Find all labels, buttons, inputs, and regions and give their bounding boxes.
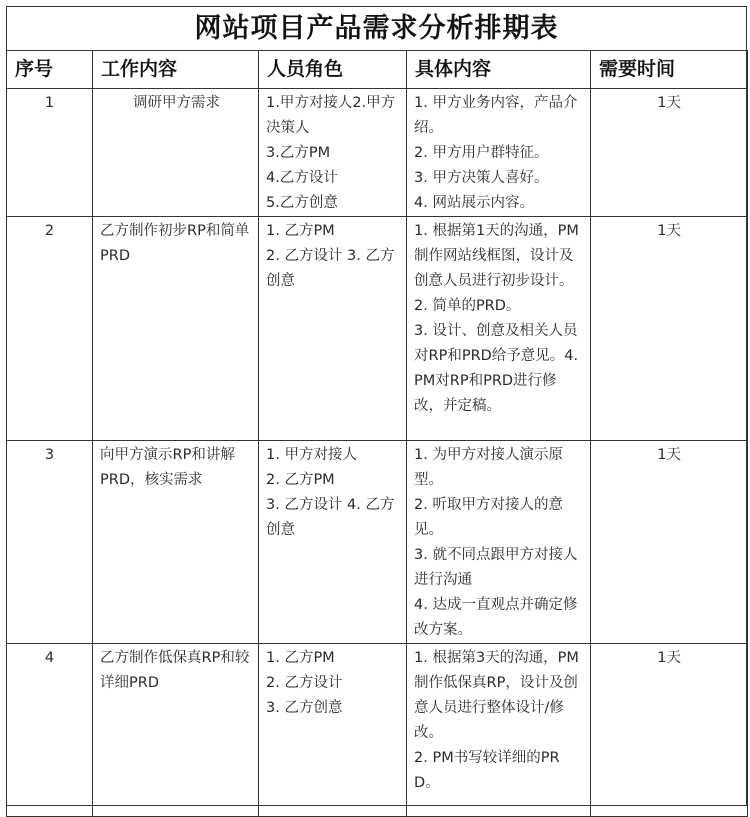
detail-line: 2. 甲方用户群特征。: [414, 145, 549, 161]
cell-work: 乙方制作初步RP和简单PRD: [93, 217, 259, 441]
cell-details: [407, 217, 591, 441]
page-title: 网站项目产品需求分析排期表: [7, 7, 746, 51]
table-row: [7, 89, 748, 217]
detail-line: 3. 设计、创意及相关人员对RP和PRD给予意见。4. PM对RP和PRD进行修改，并定稿。: [414, 323, 579, 414]
cell-no: 1: [7, 89, 93, 217]
header-role: 人员角色: [259, 51, 407, 89]
role-line: 1. 甲方对接人: [266, 447, 357, 463]
cell-details: [407, 644, 591, 817]
role-line: 1. 乙方PM: [266, 223, 335, 239]
role-line: 1. 乙方PM: [266, 650, 335, 666]
cell-time: 1天: [591, 217, 748, 441]
role-line: 2. 乙方PM: [266, 472, 335, 488]
role-line: 1.甲方对接人2.甲方决策人: [266, 95, 396, 136]
header-time: 需要时间: [591, 51, 748, 89]
detail-line: 2. PM书写较详细的PRD。: [414, 750, 560, 791]
header-row: [7, 51, 748, 89]
cell-details: [407, 441, 591, 644]
schedule-table-frame: [6, 6, 747, 806]
cell-roles: [259, 441, 407, 644]
header-work: 工作内容: [93, 51, 259, 89]
role-line: 4.乙方设计: [266, 170, 338, 186]
cell-roles: [259, 89, 407, 217]
cell-time: 1天: [591, 89, 748, 217]
detail-line: 2. 听取甲方对接人的意见。: [414, 497, 563, 538]
cell-time: 1天: [591, 644, 748, 817]
cell-details: [407, 89, 591, 217]
detail-line: 2. 简单的PRD。: [414, 298, 521, 314]
role-line: 3.乙方PM: [266, 145, 331, 161]
cell-roles: [259, 217, 407, 441]
role-line: 2. 乙方设计: [266, 675, 343, 691]
detail-line: 1. 根据第3天的沟通，PM制作低保真RP，设计及创意人员进行整体设计/修改。: [414, 650, 579, 741]
detail-line: 1. 甲方业务内容，产品介绍。: [414, 95, 578, 136]
role-line: 3. 乙方设计 4. 乙方创意: [266, 497, 395, 538]
cell-no: 2: [7, 217, 93, 441]
detail-line: 1. 根据第1天的沟通，PM制作网站线框图，设计及创意人员进行初步设计。: [414, 223, 579, 289]
cell-time: 1天: [591, 441, 748, 644]
role-line: 2. 乙方设计 3. 乙方创意: [266, 248, 395, 289]
table-row: [7, 441, 748, 644]
detail-line: 4. 网站展示内容。: [414, 195, 534, 211]
cell-work: 向甲方演示RP和讲解PRD，核实需求: [93, 441, 259, 644]
detail-line: 3. 就不同点跟甲方对接人进行沟通: [414, 547, 578, 588]
cell-no: 4: [7, 644, 93, 817]
detail-line: 3. 甲方决策人喜好。: [414, 170, 549, 186]
role-line: 3. 乙方创意: [266, 700, 343, 716]
header-no: 序号: [7, 51, 93, 89]
detail-line: 1. 为甲方对接人演示原型。: [414, 447, 563, 488]
table-row: [7, 217, 748, 441]
table-row: [7, 644, 748, 817]
cell-work: 乙方制作低保真RP和较详细PRD: [93, 644, 259, 817]
role-line: 5.乙方创意: [266, 195, 338, 211]
cell-work: 调研甲方需求: [93, 89, 259, 217]
cell-no: 3: [7, 441, 93, 644]
cell-roles: [259, 644, 407, 817]
detail-line: 4. 达成一直观点并确定修改方案。: [414, 597, 578, 638]
schedule-table: [6, 50, 748, 817]
header-detail: 具体内容: [407, 51, 591, 89]
